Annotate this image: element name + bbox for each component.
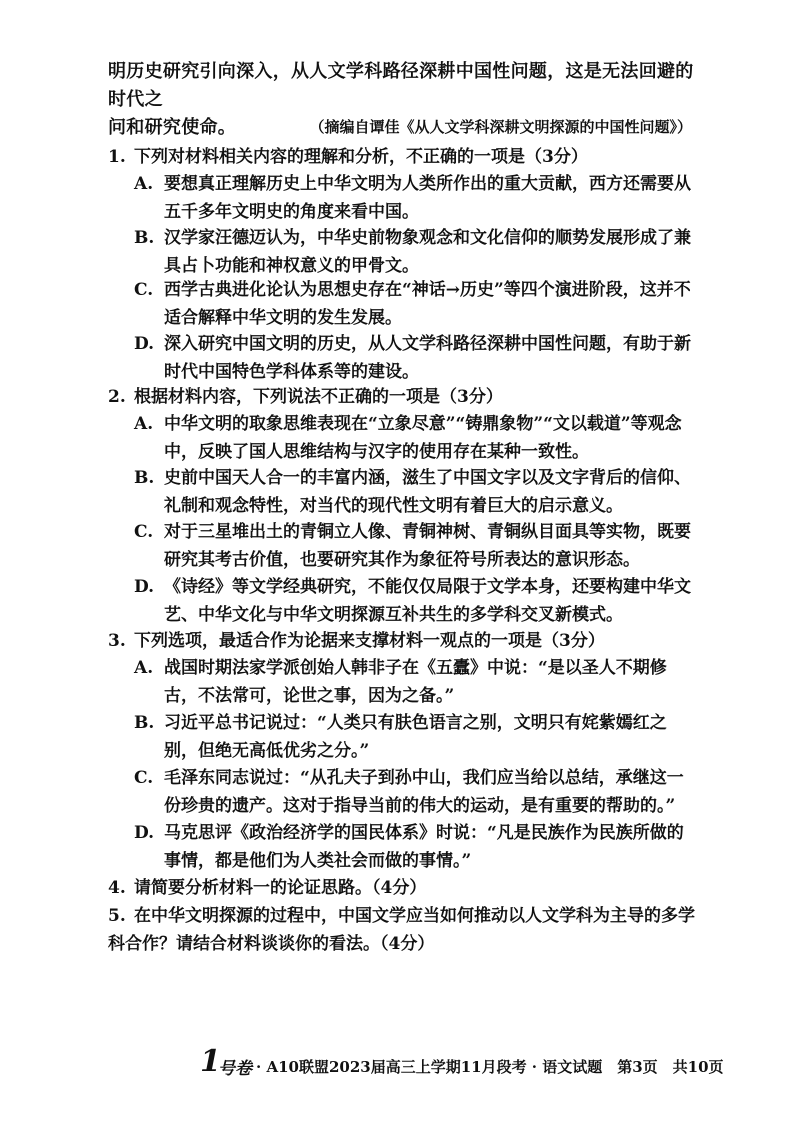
question-2-option-c [134, 518, 699, 574]
question-stem: 根据材料内容，下列说法不正确的一项是（3分） [134, 387, 503, 407]
option-letter: C. [134, 768, 154, 788]
option-text: 马克思评《政治经济学的国民体系》时说：“凡是民族作为民族所做的事情，都是他们为人类社会而做的事情。” [164, 823, 684, 871]
question-1-option-a [134, 170, 699, 226]
source-citation: （摘编自谭佳《从人文学科深耕文明探源的中国性问题》） [309, 118, 692, 136]
option-text: 《诗经》等文学经典研究，不能仅仅局限于文学本身，还要构建中华文艺、中华文化与中华文明探源互补共生的多学科交叉新模式。 [164, 577, 691, 625]
question-stem: 请简要分析材料一的论证思路。（4分） [134, 878, 427, 898]
option-letter: A. [134, 658, 154, 678]
question-number: 2. [108, 387, 126, 407]
question-2-option-b [134, 464, 699, 520]
question-3-option-a [134, 654, 699, 710]
brand-name: 号卷 [218, 1059, 252, 1079]
option-letter: D. [134, 334, 155, 354]
question-4 [108, 874, 708, 902]
option-letter: B. [134, 713, 155, 733]
option-text: 史前中国天人合一的丰富内涵，滋生了中国文字以及文字背后的信仰、礼制和观念特性，对当代的现代性文明有着巨大的启示意义。 [164, 468, 691, 516]
question-stem: 下列对材料相关内容的理解和分析，不正确的一项是（3分） [134, 147, 588, 167]
question-number: 3. [108, 631, 126, 651]
option-text: 西学古典进化论认为思想史存在“神话→历史”等四个演进阶段，这并不适合解释中华文明的发生发展。 [164, 280, 691, 328]
question-stem: 下列选项，最适合作为论据来支撑材料一观点的一项是（3分） [134, 631, 605, 651]
question-number: 1. [108, 147, 126, 167]
option-letter: D. [134, 823, 155, 843]
option-text: 习近平总书记说过：“人类只有肤色语言之别，文明只有姹紫嫣红之别，但绝无高低优劣之分。” [164, 713, 667, 761]
option-text: 毛泽东同志说过：“从孔夫子到孙中山，我们应当给以总结，承继这一份珍贵的遗产。这对于指导当前的伟大的运动，是有重要的帮助的。” [164, 768, 684, 816]
option-text: 中华文明的取象思维表现在“立象尽意”“铸鼎象物”“文以载道”等观念中，反映了国人思维结构与汉字的使用存在某种一致性。 [164, 414, 682, 462]
option-letter: C. [134, 522, 154, 542]
option-text: 要想真正理解历史上中华文明为人类所作出的重大贡献，西方还需要从五千多年文明史的角度来看中国。 [164, 174, 691, 222]
question-stem: 在中华文明探源的过程中，中国文学应当如何推动以人文学科为主导的多学科合作？请结合材料谈谈你的看法。（4分） [108, 906, 695, 954]
question-3-option-b [134, 709, 699, 765]
option-letter: B. [134, 228, 155, 248]
option-letter: D. [134, 577, 155, 597]
question-2-option-d [134, 573, 699, 629]
option-text: 对于三星堆出土的青铜立人像、青铜神树、青铜纵目面具等实物，既要研究其考古价值，也要研究其作为象征符号所表达的意识形态。 [164, 522, 691, 570]
option-text: 深入研究中国文明的历史，从人文学科路径深耕中国性问题，有助于新时代中国特色学科体系等的建设。 [164, 334, 691, 382]
question-3-option-c [134, 764, 699, 820]
footer-page-info: · A10联盟2023届高三上学期11月段考 · 语文试题 第3页 共10页 [256, 1058, 724, 1076]
option-text: 战国时期法家学派创始人韩非子在《五蠹》中说：“是以圣人不期修古，不法常可，论世之事，因为之备。” [164, 658, 667, 706]
question-number: 5. [108, 906, 126, 926]
question-1-option-d [134, 330, 699, 386]
intro-line-2: 问和研究使命。 [108, 117, 237, 138]
question-3 [108, 627, 708, 655]
question-number: 4. [108, 878, 126, 898]
option-letter: C. [134, 280, 154, 300]
question-5 [108, 902, 708, 958]
option-letter: B. [134, 468, 155, 488]
option-letter: A. [134, 414, 154, 434]
option-text: 汉学家汪德迈认为，中华史前物象观念和文化信仰的顺势发展形成了兼具占卜功能和神权意义的甲骨文。 [164, 228, 691, 276]
question-2 [108, 383, 708, 411]
question-1-option-b [134, 224, 699, 280]
intro-line-1: 明历史研究引向深入，从人文学科路径深耕中国性问题，这是无法回避的时代之 [108, 61, 694, 110]
question-3-option-d [134, 819, 699, 875]
question-1-option-c [134, 276, 699, 332]
question-1 [108, 143, 708, 171]
page-footer [200, 1044, 724, 1088]
question-2-option-a [134, 410, 699, 466]
brand-logo: 1 [200, 1044, 221, 1079]
option-letter: A. [134, 174, 154, 194]
